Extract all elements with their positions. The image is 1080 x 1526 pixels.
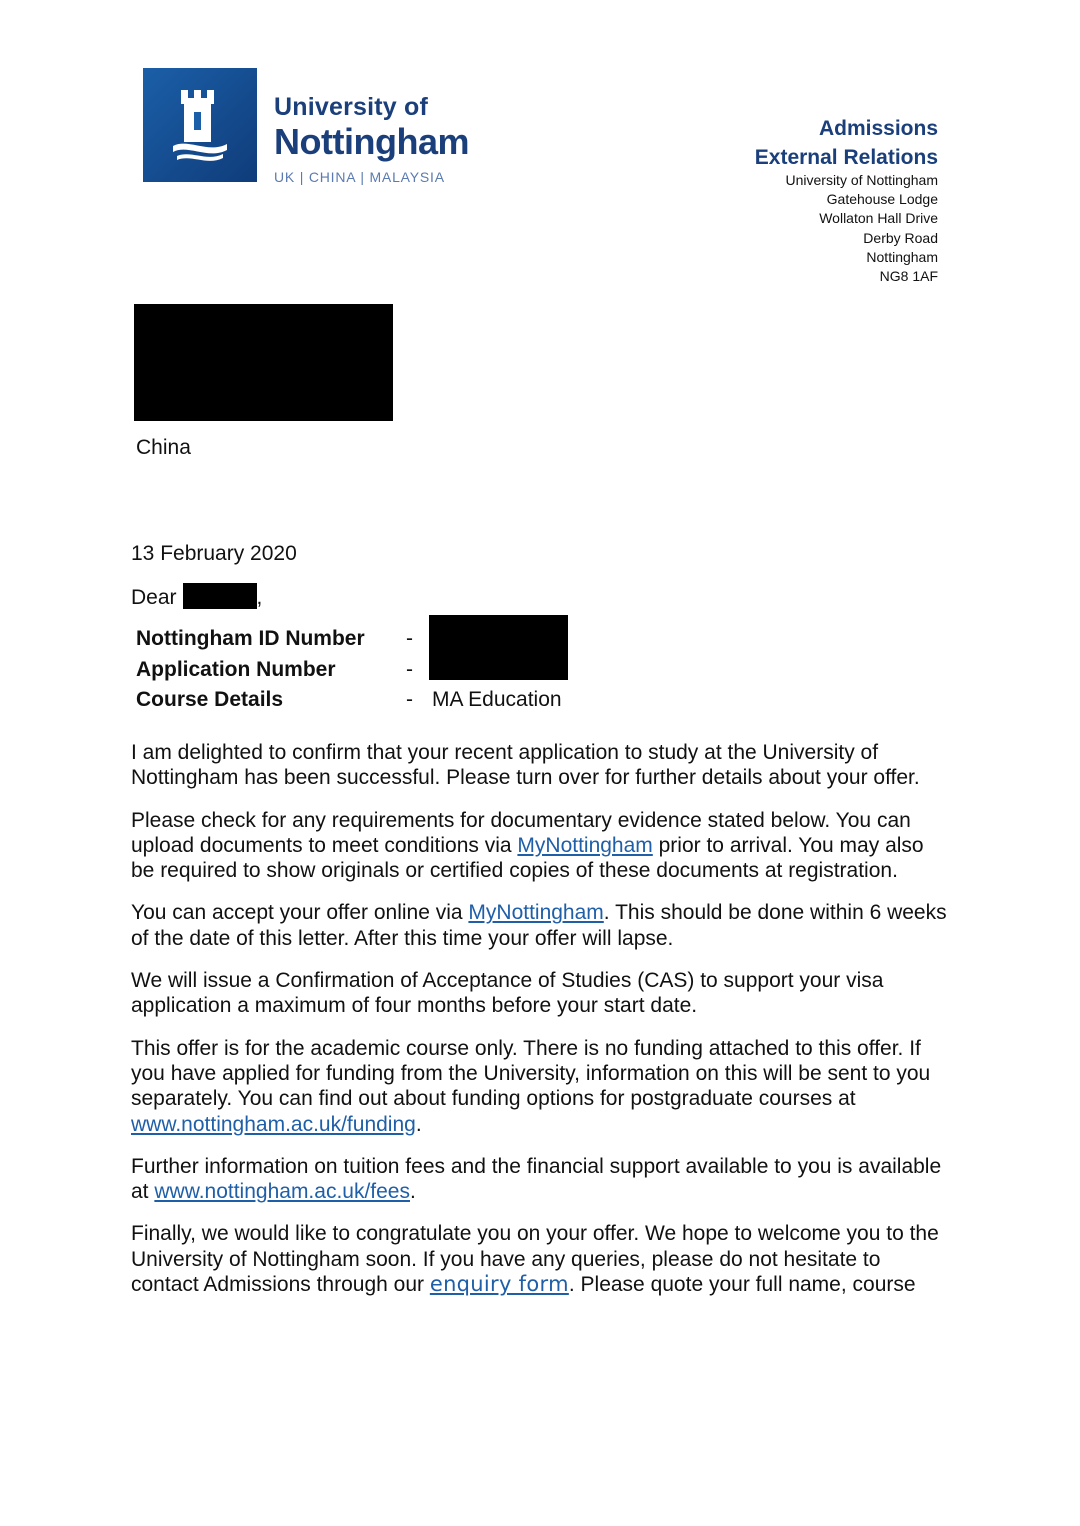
address-line: University of Nottingham: [785, 172, 938, 188]
paragraph-text: prior to arrival. You may also be required to show originals or certified copies of these documents at registration.: [131, 833, 924, 883]
castle-crest-icon: [143, 68, 257, 182]
fees-link[interactable]: www.nottingham.ac.uk/fees: [154, 1180, 410, 1204]
letter-date: 13 February 2020: [131, 542, 297, 565]
paragraph-text: . Please quote your full name, course: [568, 1273, 916, 1297]
detail-label: Application Number: [136, 657, 336, 681]
paragraph-documents: [131, 808, 951, 884]
detail-dash: -: [406, 627, 413, 650]
wordmark-line2: Nottingham: [274, 121, 469, 162]
paragraph-text: Finally, we would like to congratulate you on your offer. We hope to welcome you to the University of Nottingham soon. If you have any queries, please do not hesitate to contact Admissions through our: [131, 1222, 939, 1297]
id-numbers-redaction: [429, 615, 568, 680]
detail-dash: -: [406, 657, 413, 681]
department-admissions: Admissions: [818, 117, 938, 140]
greeting: [131, 583, 262, 612]
sender-address: [785, 171, 938, 286]
salutation-punctuation: ,: [256, 586, 263, 609]
detail-label: Nottingham ID Number: [136, 627, 365, 650]
department-external-relations: External Relations: [754, 146, 938, 169]
paragraph-text: . This should be done within 6 weeks of the date of this letter. After this time your offer will lapse.: [131, 901, 947, 950]
recipient-address-redaction: [134, 304, 393, 421]
paragraph-text: Further information on tuition fees and the financial support available to you is available at: [131, 1154, 942, 1204]
sender-department: [755, 114, 938, 172]
mynottingham-accept-link[interactable]: MyNottingham: [468, 901, 604, 925]
address-line: Derby Road: [863, 229, 938, 246]
paragraph-closing: [131, 1221, 951, 1297]
paragraph-text: This offer is for the academic course only. There is no funding attached to this offer. If you have applied for funding from the University, information on this will be sent to you separately. You can find out about funding options for postgraduate courses at: [131, 1036, 931, 1111]
recipient-name-redaction: [183, 583, 257, 609]
salutation: Dear: [131, 586, 177, 609]
detail-dash: -: [406, 688, 413, 711]
address-line: Gatehouse Lodge: [826, 191, 938, 208]
address-line: NG8 1AF: [879, 268, 938, 285]
paragraph-text: We will issue a Confirmation of Acceptance of Studies (CAS) to support your visa application a maximum of four months before your start date.: [131, 969, 884, 1018]
paragraph-cas: [131, 968, 951, 1019]
mynottingham-link[interactable]: MyNottingham: [517, 833, 653, 857]
university-logo: [143, 68, 257, 182]
paragraph-text: I am delighted to confirm that your recent application to study at the University of Nottingham has been successful. Please turn over for further details about your offer.: [131, 741, 920, 790]
wordmark-campuses: UK | CHINA | MALAYSIA: [274, 169, 445, 185]
paragraph-funding: [131, 1036, 951, 1137]
funding-link[interactable]: www.nottingham.ac.uk/funding: [131, 1112, 416, 1136]
letter-body: [131, 740, 951, 1314]
wordmark-line1: University of: [274, 93, 429, 121]
paragraph-fees: [131, 1154, 951, 1205]
course-details-value: MA Education: [432, 688, 562, 711]
paragraph-text: You can accept your offer online via: [131, 901, 469, 925]
recipient-country: China: [136, 436, 191, 459]
paragraph-confirmation: [131, 740, 951, 791]
paragraph-text: .: [410, 1180, 416, 1204]
enquiry-form-link[interactable]: enquiry form: [429, 1272, 569, 1297]
paragraph-text: Please check for any requirements for documentary evidence stated below. You can upload documents to meet conditions via: [131, 808, 911, 857]
address-line: Nottingham: [866, 248, 938, 265]
paragraph-accept: [131, 900, 951, 951]
paragraph-text: .: [415, 1112, 422, 1136]
detail-label: Course Details: [136, 688, 284, 711]
address-line: Wollaton Hall Drive: [819, 210, 938, 227]
university-wordmark: [274, 92, 469, 188]
